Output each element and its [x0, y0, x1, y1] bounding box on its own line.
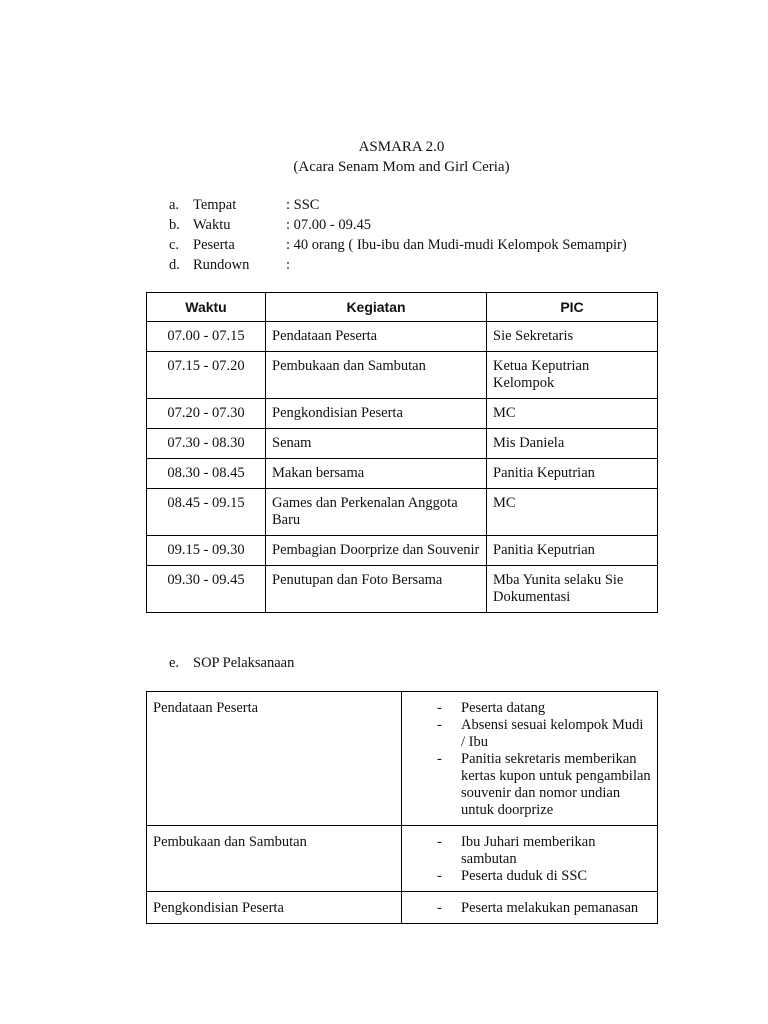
sop-steps-cell — [402, 692, 658, 826]
cell-waktu: 07.15 - 07.20 — [147, 352, 266, 399]
table-row — [147, 892, 658, 924]
info-letter: a. — [169, 197, 180, 213]
sop-activity-cell: Pendataan Peserta — [147, 692, 402, 826]
table-row — [147, 429, 658, 459]
info-letter: b. — [169, 217, 180, 233]
step-text: Peserta melakukan pemanasan — [461, 900, 639, 916]
bullet-dash: - — [437, 834, 442, 850]
cell-waktu: 09.30 - 09.45 — [147, 566, 266, 613]
list-item — [437, 868, 651, 885]
cell-kegiatan: Penutupan dan Foto Bersama — [266, 566, 487, 613]
sop-table — [146, 691, 658, 924]
cell-waktu: 07.20 - 07.30 — [147, 399, 266, 429]
sop-activity-cell: Pengkondisian Peserta — [147, 892, 402, 924]
cell-waktu: 08.30 - 08.45 — [147, 459, 266, 489]
column-header-waktu: Waktu — [147, 293, 266, 322]
table-header-row — [147, 293, 658, 322]
bullet-dash: - — [437, 868, 442, 884]
sop-steps-cell — [402, 892, 658, 924]
table-row — [147, 692, 658, 826]
list-item — [437, 751, 651, 819]
info-value: : — [286, 257, 291, 273]
list-item — [437, 700, 651, 717]
cell-pic: MC — [487, 399, 658, 429]
info-item-waktu — [169, 215, 627, 235]
info-value: : 07.00 - 09.45 — [286, 217, 371, 233]
sop-heading-letter: e. — [169, 655, 180, 671]
cell-waktu: 08.45 - 09.15 — [147, 489, 266, 536]
cell-kegiatan: Pengkondisian Peserta — [266, 399, 487, 429]
cell-waktu: 07.30 - 08.30 — [147, 429, 266, 459]
sop-steps-list — [408, 834, 651, 885]
cell-waktu: 07.00 - 07.15 — [147, 322, 266, 352]
cell-pic: Sie Sekretaris — [487, 322, 658, 352]
table-row — [147, 459, 658, 489]
cell-pic: Mis Daniela — [487, 429, 658, 459]
cell-kegiatan: Senam — [266, 429, 487, 459]
cell-pic: Mba Yunita selaku Sie Dokumentasi — [487, 566, 658, 613]
cell-pic: Ketua Keputrian Kelompok — [487, 352, 658, 399]
cell-kegiatan: Games dan Perkenalan Anggota Baru — [266, 489, 487, 536]
sop-steps-list — [408, 900, 651, 917]
list-item — [437, 900, 651, 917]
bullet-dash: - — [437, 900, 442, 916]
column-header-kegiatan: Kegiatan — [266, 293, 487, 322]
table-row — [147, 322, 658, 352]
bullet-dash: - — [437, 700, 442, 716]
title-line-1: ASMARA 2.0 — [358, 139, 445, 155]
table-row — [147, 826, 658, 892]
info-label: Rundown — [193, 257, 250, 273]
column-header-pic: PIC — [487, 293, 658, 322]
info-letter: d. — [169, 257, 180, 273]
info-letter: c. — [169, 237, 180, 253]
event-info-list — [169, 195, 627, 275]
table-row — [147, 399, 658, 429]
info-item-rundown — [169, 255, 627, 275]
info-item-peserta — [169, 235, 627, 255]
sop-heading-label: SOP Pelaksanaan — [193, 655, 295, 671]
bullet-dash: - — [437, 751, 442, 767]
document-title — [0, 137, 768, 177]
list-item — [437, 717, 651, 751]
table-row — [147, 489, 658, 536]
cell-pic: Panitia Keputrian — [487, 536, 658, 566]
info-label: Peserta — [193, 237, 235, 253]
step-text: Peserta duduk di SSC — [461, 868, 588, 884]
cell-pic: MC — [487, 489, 658, 536]
info-label: Waktu — [193, 217, 231, 233]
step-text: Absensi sesuai kelompok Mudi / Ibu — [461, 717, 644, 750]
title-line-2: (Acara Senam Mom and Girl Ceria) — [293, 159, 510, 175]
step-text: Peserta datang — [461, 700, 546, 716]
sop-activity-cell: Pembukaan dan Sambutan — [147, 826, 402, 892]
cell-kegiatan: Makan bersama — [266, 459, 487, 489]
table-row — [147, 352, 658, 399]
sop-heading — [169, 654, 294, 672]
step-text: Ibu Juhari memberikan sambutan — [461, 834, 596, 867]
sop-steps-cell — [402, 826, 658, 892]
table-row — [147, 566, 658, 613]
bullet-dash: - — [437, 717, 442, 733]
info-item-tempat — [169, 195, 627, 215]
cell-waktu: 09.15 - 09.30 — [147, 536, 266, 566]
rundown-table — [146, 292, 658, 613]
info-value: : 40 orang ( Ibu-ibu dan Mudi-mudi Kelompok Semampir) — [286, 237, 627, 253]
sop-steps-list — [408, 700, 651, 819]
list-item — [437, 834, 651, 868]
table-row — [147, 536, 658, 566]
info-value: : SSC — [286, 197, 320, 213]
step-text: Panitia sekretaris memberikan kertas kupon untuk pengambilan souvenir dan nomor undian untuk doorprize — [461, 751, 651, 818]
cell-kegiatan: Pembukaan dan Sambutan — [266, 352, 487, 399]
cell-kegiatan: Pendataan Peserta — [266, 322, 487, 352]
info-label: Tempat — [193, 197, 237, 213]
cell-pic: Panitia Keputrian — [487, 459, 658, 489]
cell-kegiatan: Pembagian Doorprize dan Souvenir — [266, 536, 487, 566]
